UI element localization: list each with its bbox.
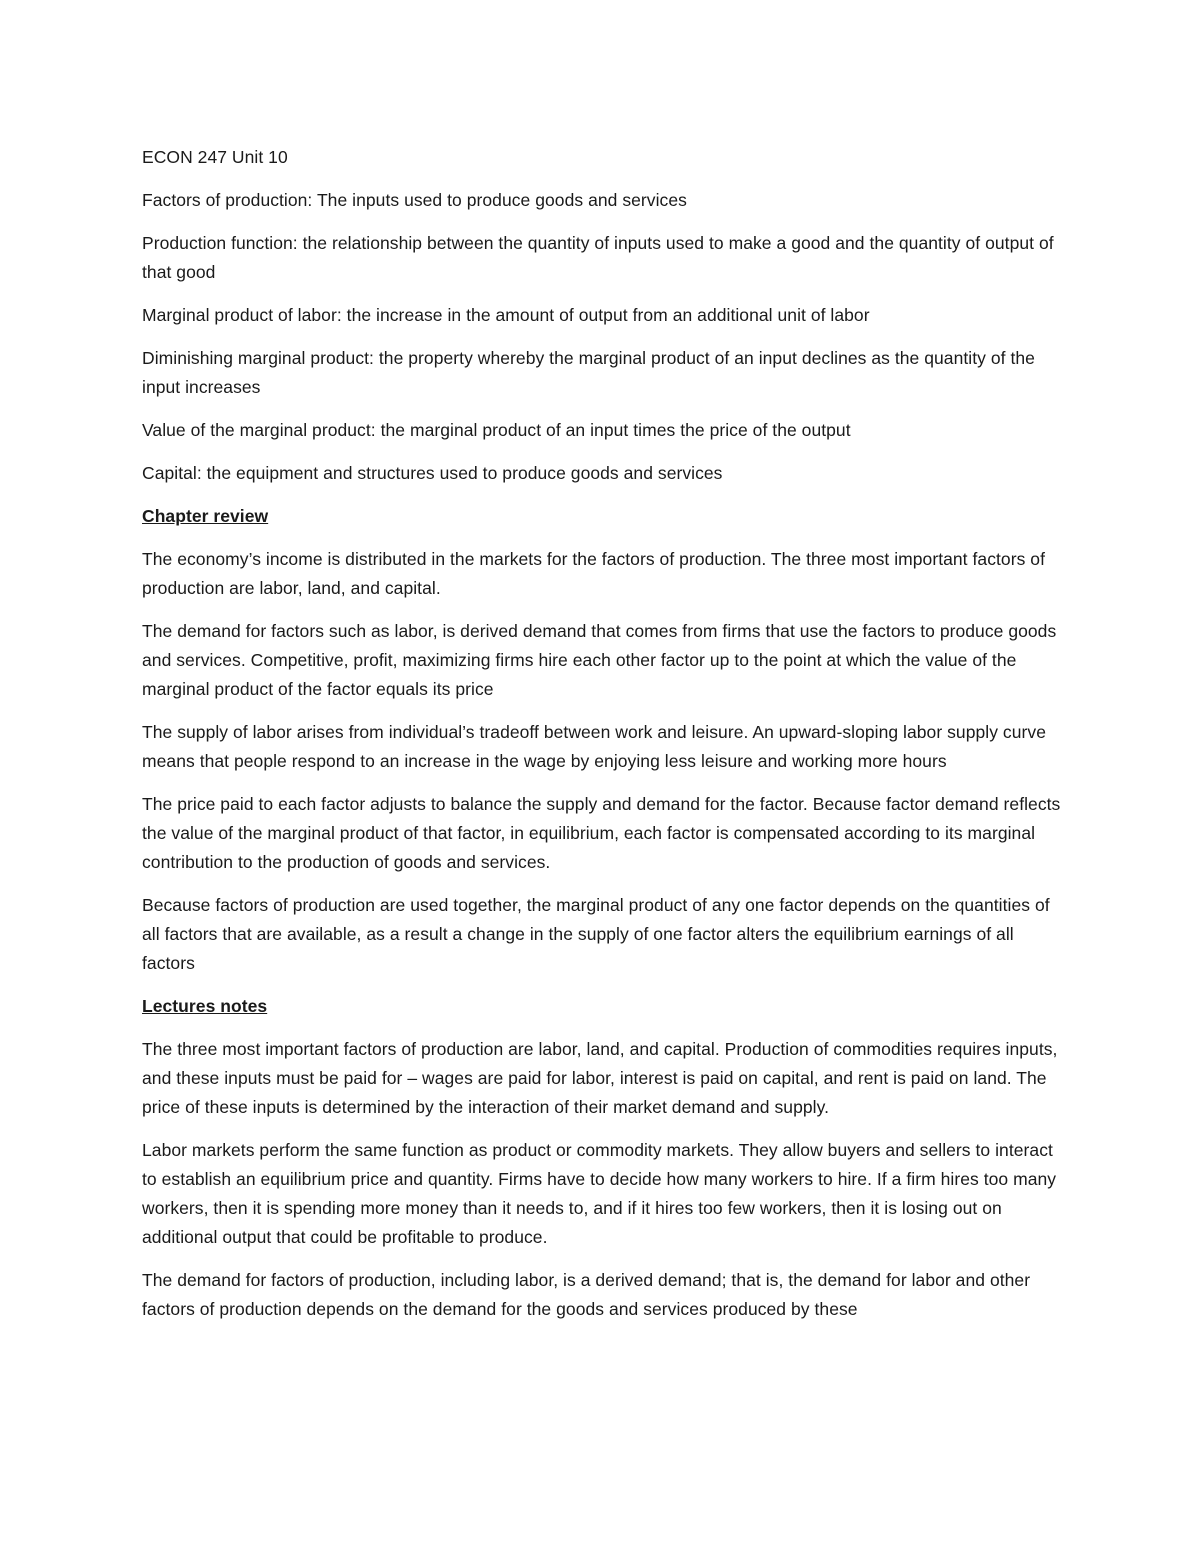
document-title: ECON 247 Unit 10 <box>142 147 288 167</box>
lecture-notes-paragraph: The demand for factors of production, including labor, is a derived demand; that is, the demand for labor and other factors of production depends on the demand for the goods and services produced by these <box>142 1270 1031 1319</box>
chapter-review-paragraph: The price paid to each factor adjusts to balance the supply and demand for the factor. Because factor demand reflects the value of the marginal product of that factor, in equilibrium, each factor is compensated according to its marginal contribution to the production of goods and services. <box>142 794 1061 872</box>
chapter-review-paragraph: The demand for factors such as labor, is derived demand that comes from firms that use the factors to produce goods and services. Competitive, profit, maximizing firms hire each other factor up to the point at which the value of the marginal product of the factor equals its price <box>142 621 1057 699</box>
lecture-notes-heading: Lectures notes <box>142 996 268 1016</box>
definition-production-function: Production function: the relationship between the quantity of inputs used to make a good and the quantity of output of that good <box>142 233 1054 282</box>
definition-marginal-product-of-labor: Marginal product of labor: the increase in the amount of output from an additional unit of labor <box>142 305 870 325</box>
lecture-notes-paragraph: The three most important factors of production are labor, land, and capital. Production of commodities requires inputs, and these inputs must be paid for – wages are paid for labor, interest is paid on capital, and rent is paid on land. The price of these inputs is determined by the interaction of their market demand and supply. <box>142 1039 1058 1117</box>
chapter-review-paragraph: The economy’s income is distributed in the markets for the factors of production. The three most important factors of production are labor, land, and capital. <box>142 549 1045 598</box>
definition-value-of-marginal-product: Value of the marginal product: the marginal product of an input times the price of the output <box>142 420 851 440</box>
definition-capital: Capital: the equipment and structures used to produce goods and services <box>142 463 723 483</box>
lecture-notes-paragraph: Labor markets perform the same function as product or commodity markets. They allow buyers and sellers to interact to establish an equilibrium price and quantity. Firms have to decide how many workers to hire. If a firm hires too many workers, then it is spending more money than it needs to, and if it hires too few workers, then it is losing out on additional output that could be profitable to produce. <box>142 1140 1057 1247</box>
document-body <box>142 143 1062 1338</box>
definition-factors-of-production: Factors of production: The inputs used to produce goods and services <box>142 190 687 210</box>
chapter-review-heading: Chapter review <box>142 506 269 526</box>
chapter-review-paragraph: The supply of labor arises from individual’s tradeoff between work and leisure. An upward-sloping labor supply curve means that people respond to an increase in the wage by enjoying less leisure and working more hours <box>142 722 1046 771</box>
definition-diminishing-marginal-product: Diminishing marginal product: the property whereby the marginal product of an input declines as the quantity of the input increases <box>142 348 1035 397</box>
chapter-review-paragraph: Because factors of production are used together, the marginal product of any one factor depends on the quantities of all factors that are available, as a result a change in the supply of one factor alters the equilibrium earnings of all factors <box>142 895 1050 973</box>
